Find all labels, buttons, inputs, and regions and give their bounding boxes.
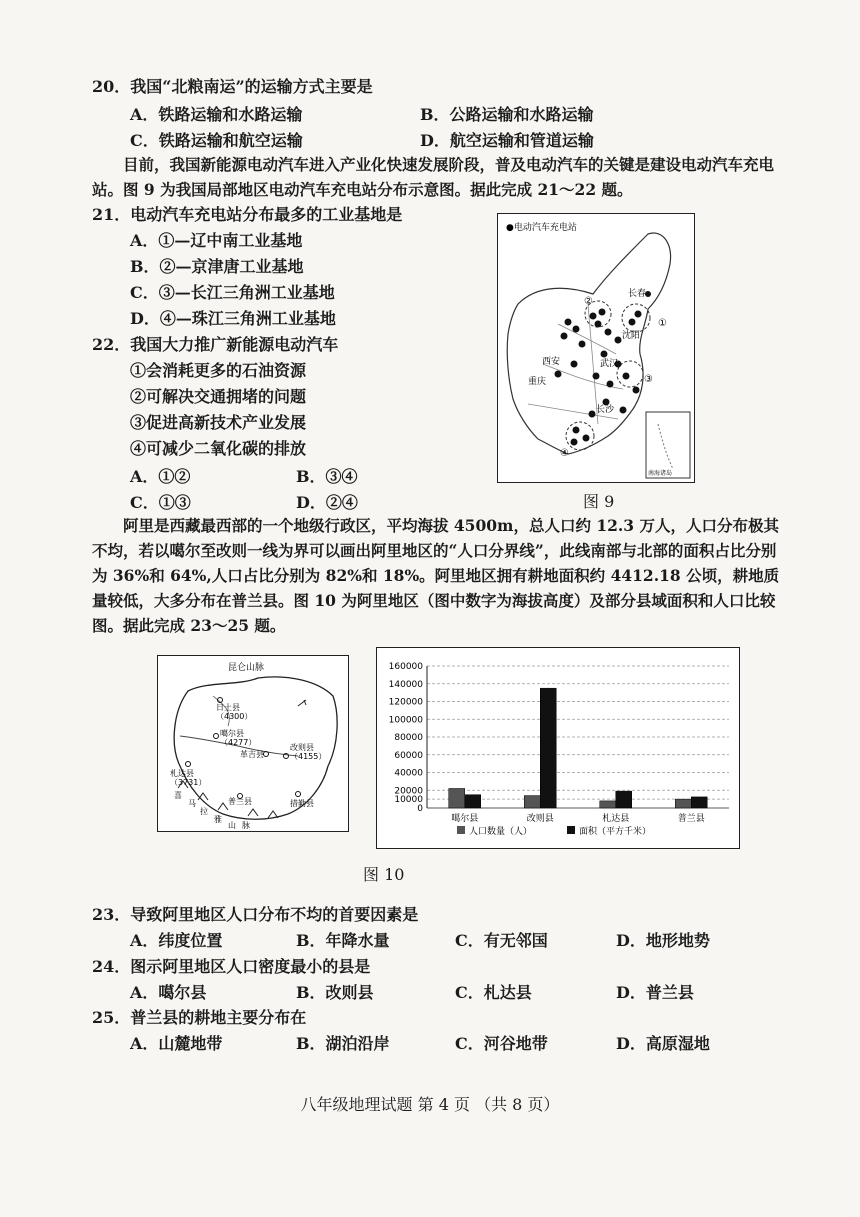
city-label: 西安 — [542, 357, 561, 367]
city-label: 长春 — [628, 289, 647, 299]
bar-area — [691, 797, 707, 808]
intro-paragraph-23-25: 阿里是西藏最西部的一个地级行政区，平均海拔 4500m，总人口约 12.3 万人，人口分布极其不均，若以噶尔至改则一线为界可以画出阿里地区的“人口分界线”，此线南部与北部的面积占比分别为 36%和 64%,人口占比分别为 82%和 18%。阿里地区拥有耕地面积约 4412.18 公顷，耕地质量较低，大多分布在普兰县。图 10 为阿里地区（图中数字为海拔高度）及部分县域面积和人口比较图。据此完成 23～25 题。 — [92, 516, 780, 635]
q22-option-c[interactable]: C．①③ — [130, 493, 191, 512]
q24-option-a[interactable]: A．噶尔县 — [130, 983, 207, 1002]
y-tick-label: 140000 — [388, 679, 423, 690]
bar-area — [540, 688, 556, 808]
q24-option-d[interactable]: D．普兰县 — [616, 983, 694, 1002]
bar-population — [675, 799, 691, 808]
bar-area — [616, 791, 632, 808]
question-22-stem: 22．我国大力推广新能源电动汽车 — [92, 335, 339, 354]
question-25-stem: 25．普兰县的耕地主要分布在 — [92, 1008, 307, 1027]
q22-statement-4: ④可减少二氧化碳的排放 — [130, 439, 307, 458]
county-name: 普兰县 — [228, 797, 252, 806]
y-tick-label: 60000 — [394, 750, 423, 761]
q22-statement-2: ②可解决交通拥堵的问题 — [130, 387, 307, 406]
bar-population — [600, 801, 616, 808]
q22-option-d[interactable]: D．②④ — [296, 493, 358, 512]
city-label: 沈阳 — [622, 331, 641, 341]
legend-swatch — [567, 826, 575, 834]
x-category-label: 改则县 — [526, 814, 554, 824]
q25-option-d[interactable]: D．高原湿地 — [616, 1034, 710, 1053]
x-category-label: 普兰县 — [677, 814, 705, 824]
legend-label: 人口数量（人） — [469, 827, 533, 837]
county-alt: （4277） — [220, 738, 257, 747]
x-category-label: 札达县 — [602, 814, 630, 824]
q23-option-a[interactable]: A．纬度位置 — [130, 931, 223, 950]
figure-10-caption: 图 10 — [363, 865, 405, 884]
q24-option-b[interactable]: B．改则县 — [296, 983, 374, 1002]
map-legend: ●电动汽车充电站 — [506, 223, 577, 233]
himalaya-char: 山 — [228, 821, 236, 830]
q24-option-c[interactable]: C．札达县 — [455, 983, 532, 1002]
y-tick-label: 160000 — [388, 662, 423, 672]
county-name: 札达县 — [170, 769, 194, 778]
mark-4: ④ — [560, 448, 569, 459]
county-name: 改则县 — [290, 743, 314, 752]
q22-statement-3: ③促进高新技术产业发展 — [130, 413, 307, 432]
mark-3: ③ — [644, 374, 653, 385]
mark-2: ② — [584, 296, 593, 307]
county-alt: （4155） — [290, 752, 327, 761]
bar-population — [449, 788, 465, 808]
q20-option-b[interactable]: B．公路运输和水路运输 — [420, 105, 594, 124]
ali-map — [158, 656, 348, 831]
county-alt: （4300） — [216, 712, 253, 721]
bar-population — [524, 796, 540, 808]
mark-1: ① — [658, 318, 667, 329]
x-category-label: 噶尔县 — [451, 814, 479, 824]
himalaya-char: 脉 — [242, 821, 250, 830]
q20-option-d[interactable]: D．航空运输和管道运输 — [420, 131, 594, 150]
intro-paragraph-21-22: 目前，我国新能源电动汽车进入产业化快速发展阶段，普及电动汽车的关键是建设电动汽车充电站。图 9 为我国局部地区电动汽车充电站分布示意图。据此完成 21～22 题。 — [92, 155, 775, 199]
county-name: 日土县 — [216, 703, 240, 712]
legend-label: 面积（平方千米） — [579, 827, 652, 837]
figure-9-caption: 图 9 — [583, 492, 615, 511]
county-name: 革吉县 — [240, 750, 264, 759]
y-tick-label: 80000 — [394, 733, 423, 743]
q22-statement-1: ①会消耗更多的石油资源 — [130, 361, 307, 380]
inset-label: 南海诸岛 — [648, 470, 673, 477]
q23-option-c[interactable]: C．有无邻国 — [455, 931, 548, 950]
y-tick-label: 20000 — [394, 786, 423, 797]
city-label: 重庆 — [528, 377, 547, 387]
q25-option-b[interactable]: B．湖泊沿岸 — [296, 1034, 390, 1053]
q23-option-d[interactable]: D．地形地势 — [616, 931, 710, 950]
q21-option-d[interactable]: D．④—珠江三角洲工业基地 — [130, 309, 336, 328]
q21-option-c[interactable]: C．③—长江三角洲工业基地 — [130, 283, 335, 302]
q23-option-b[interactable]: B．年降水量 — [296, 931, 390, 950]
q22-option-a[interactable]: A．①② — [130, 467, 191, 486]
city-label: 武汉 — [600, 359, 619, 369]
q20-option-a[interactable]: A．铁路运输和水路运输 — [130, 105, 303, 124]
county-name: 噶尔县 — [220, 729, 244, 738]
q20-option-c[interactable]: C．铁路运输和航空运输 — [130, 131, 303, 150]
q21-option-a[interactable]: A．①—辽中南工业基地 — [130, 231, 303, 250]
county-bar-chart — [377, 648, 739, 848]
figure-10-chart — [376, 647, 740, 849]
himalaya-char: 喜 — [174, 791, 182, 800]
map-label-kunlun: 昆仑山脉 — [228, 663, 265, 673]
y-tick-label: 10000 — [394, 795, 423, 806]
q25-option-a[interactable]: A．山麓地带 — [130, 1034, 223, 1053]
question-21-stem: 21．电动汽车充电站分布最多的工业基地是 — [92, 205, 403, 224]
y-tick-label: 40000 — [394, 768, 423, 779]
figure-10-map — [157, 655, 349, 832]
q25-option-c[interactable]: C．河谷地带 — [455, 1034, 548, 1053]
q21-option-b[interactable]: B．②—京津唐工业基地 — [130, 257, 304, 276]
q22-option-b[interactable]: B．③④ — [296, 467, 358, 486]
city-label: 长沙 — [596, 405, 615, 415]
figure-9-map — [497, 213, 695, 483]
county-alt: （3731） — [170, 778, 207, 787]
y-tick-label: 0 — [417, 804, 423, 814]
page-footer: 八年级地理试题 第 4 页 （共 8 页） — [300, 1095, 560, 1114]
legend-swatch — [457, 826, 465, 834]
y-tick-label: 120000 — [388, 697, 423, 708]
china-charging-map — [498, 214, 694, 482]
himalaya-char: 马 — [188, 799, 196, 808]
y-tick-label: 100000 — [388, 715, 423, 726]
question-20-stem: 20．我国“北粮南运”的运输方式主要是 — [92, 77, 373, 96]
himalaya-char: 拉 — [200, 807, 208, 816]
bar-area — [465, 795, 481, 808]
himalaya-char: 雅 — [214, 815, 222, 824]
question-23-stem: 23．导致阿里地区人口分布不均的首要因素是 — [92, 905, 419, 924]
question-24-stem: 24．图示阿里地区人口密度最小的县是 — [92, 957, 371, 976]
county-name: 措勤县 — [290, 799, 314, 808]
